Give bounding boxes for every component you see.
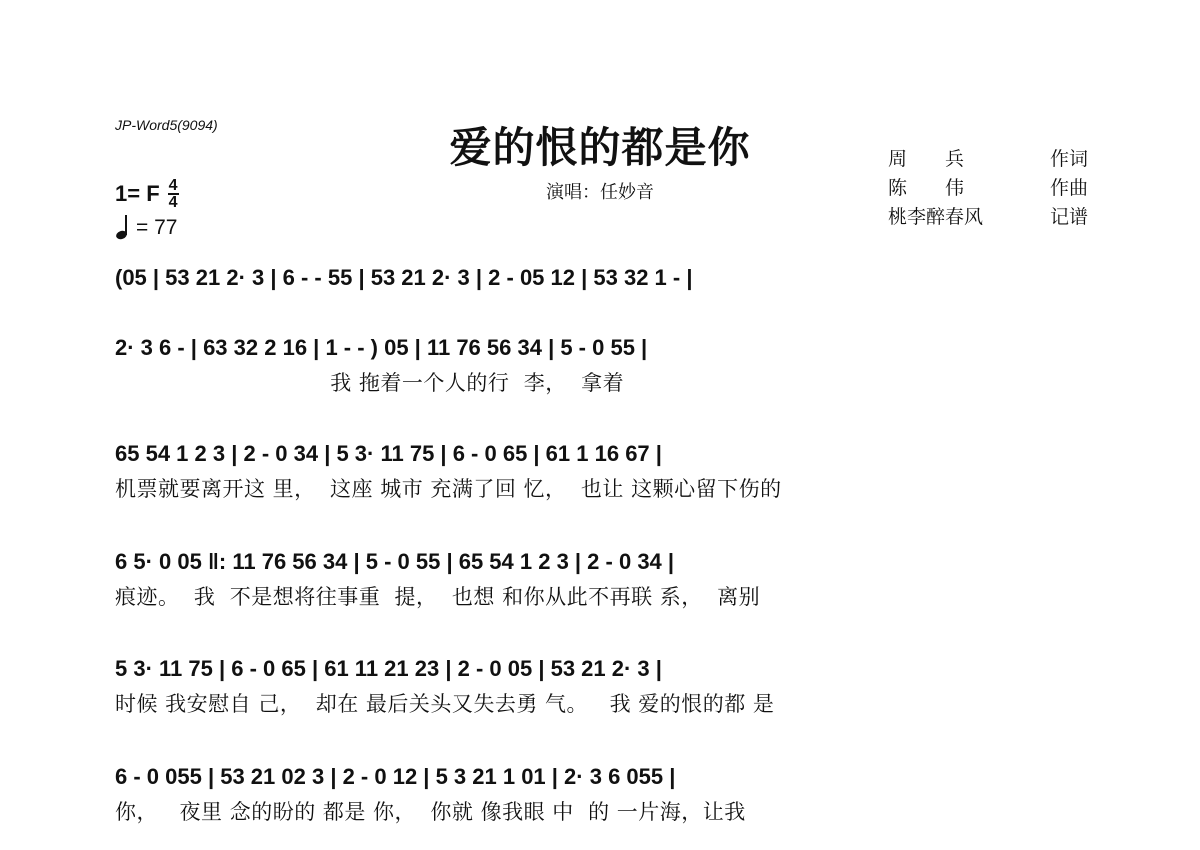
notation-line: 2· 3 6 - | 63 32 2 16 | 1 - - ) 05 | 11 76 56 34 | 5 - 0 55 | — [115, 335, 648, 360]
credit-transcriber — [888, 203, 1088, 232]
key-signature — [115, 178, 179, 210]
credit-role: 作词 — [1049, 148, 1088, 170]
lyrics-line: 机票就要离开这 里， 这座 城市 充满了回 忆， 也让 这颗心留下伤的 — [115, 477, 782, 501]
key-label: 1= F — [115, 181, 160, 206]
credit-name: 周 兵 — [888, 148, 965, 170]
credit-name: 桃李醉春风 — [888, 206, 984, 228]
notation-line: 5 3· 11 75 | 6 - 0 65 | 61 11 21 23 | 2 - 0 05 | 53 21 2· 3 | — [115, 656, 662, 681]
tempo-value: = 77 — [136, 216, 178, 239]
time-top: 4 — [168, 177, 178, 194]
staff-6 — [115, 758, 1090, 826]
singer-line: 演唱：任妙音 — [546, 182, 654, 203]
lyrics-line: 痕迹。 我 不是想将往事重 提， 也想 和你从此不再联 系， 离别 — [115, 585, 761, 609]
staff-1 — [115, 259, 1090, 327]
staff-5 — [115, 650, 1090, 718]
credits-block — [888, 145, 1088, 232]
software-label: JP-Word5(9094) — [115, 117, 218, 133]
song-title: 爱的恨的都是你 — [449, 123, 751, 172]
lyrics-line — [115, 297, 1090, 327]
staff-2 — [115, 329, 1090, 397]
time-signature — [168, 178, 179, 210]
time-bottom: 4 — [168, 194, 178, 211]
quarter-note-icon — [115, 215, 133, 241]
lyrics-line: 时候 我安慰自 己， 却在 最后关头又失去勇 气。 我 爱的恨的都 是 — [115, 692, 775, 716]
lyrics-line: 我 拖着一个人的行 李， 拿着 — [115, 371, 625, 395]
credit-role: 作曲 — [1049, 177, 1088, 199]
notation-line: 6 - 0 055 | 53 21 02 3 | 2 - 0 12 | 5 3 21 1 01 | 2· 3 6 055 | — [115, 764, 676, 789]
notation-line: 6 5· 0 05 ‖: 11 76 56 34 | 5 - 0 55 | 65 54 1 2 3 | 2 - 0 34 | — [115, 549, 675, 574]
tempo-marking — [115, 215, 177, 241]
staff-3 — [115, 435, 1090, 503]
notation-line: (05 | 53 21 2· 3 | 6 - - 55 | 53 21 2· 3 | 2 - 05 12 | 53 32 1 - | — [115, 265, 693, 290]
credit-composer — [888, 174, 1088, 203]
staff-4 — [115, 543, 1090, 611]
credit-lyricist — [888, 145, 1088, 174]
lyrics-line: 你， 夜里 念的盼的 都是 你， 你就 像我眼 中 的 一片海，让我 — [115, 800, 746, 824]
credit-name: 陈 伟 — [888, 177, 965, 199]
notation-line: 65 54 1 2 3 | 2 - 0 34 | 5 3· 11 75 | 6 - 0 65 | 61 1 16 67 | — [115, 441, 662, 466]
credit-role: 记谱 — [1049, 206, 1088, 228]
